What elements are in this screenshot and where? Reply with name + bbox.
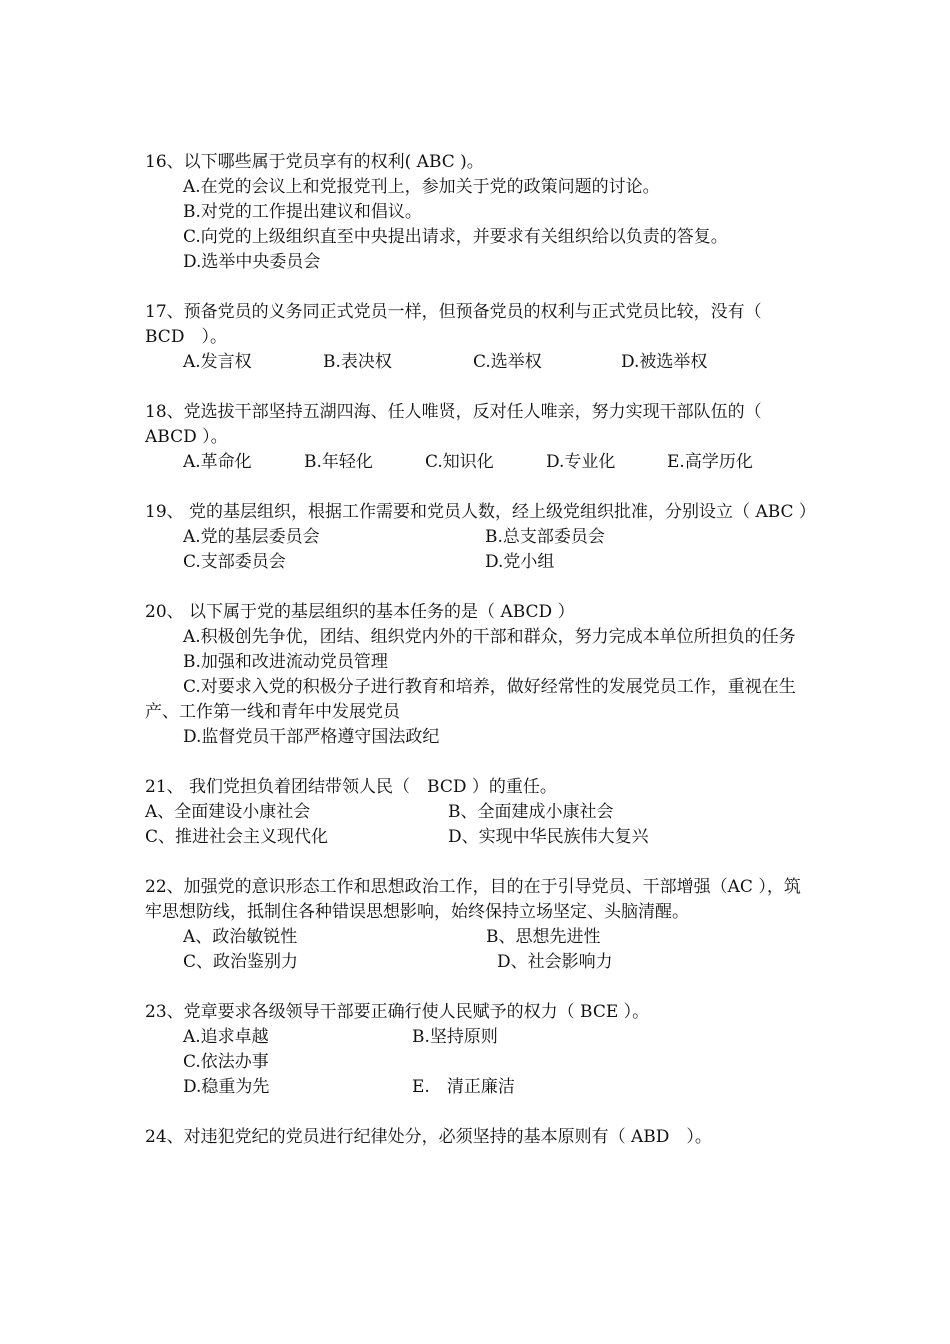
option-c: C.向党的上级组织直至中央提出请求，并要求有关组织给以负责的答复。	[183, 227, 728, 247]
option-b: B.坚持原则	[412, 1027, 498, 1047]
question-stem: 20、 以下属于党的基层组织的基本任务的是（ ABCD ）	[145, 602, 575, 622]
question-stem: 22、加强党的意识形态工作和思想政治工作，目的在于引导党员、干部增强（AC ），筑牢思想防线，抵制住各种错误思想影响，始终保持立场坚定、头脑清醒。	[145, 877, 801, 922]
option-c: C.选举权	[473, 352, 542, 372]
option-d: D、实现中华民族伟大复兴	[448, 827, 649, 847]
option-d: D.被选举权	[621, 352, 708, 372]
option-a: A、政治敏锐性	[183, 927, 298, 947]
option-c: C、推进社会主义现代化	[145, 827, 329, 847]
option-b: B.年轻化	[304, 452, 373, 472]
options-row	[145, 1025, 810, 1050]
question-stem: 23、党章要求各级领导干部要正确行使人民赋予的权力（ BCE ）。	[145, 1002, 650, 1022]
option-a: A.发言权	[183, 352, 252, 372]
question-18	[145, 400, 810, 475]
question-list	[145, 150, 816, 1175]
question-23	[145, 1000, 810, 1100]
question-stem: 24、对违犯党纪的党员进行纪律处分，必须坚持的基本原则有（ ABD ）。	[145, 1127, 712, 1147]
options-row	[145, 800, 810, 825]
options-row	[145, 950, 810, 975]
options-row	[145, 450, 810, 475]
option-d: D.监督党员干部严格遵守国法政纪	[183, 727, 440, 747]
option-c: C.知识化	[425, 452, 494, 472]
question-stem: 17、预备党员的义务同正式党员一样，但预备党员的权利与正式党员比较，没有（ BCD ）。	[145, 302, 779, 347]
option-a: A.在党的会议上和党报党刊上，参加关于党的政策问题的讨论。	[183, 177, 660, 197]
options-row	[145, 1075, 810, 1100]
options-row	[145, 825, 810, 850]
option-a: A.追求卓越	[183, 1027, 269, 1047]
option-c: C.支部委员会	[183, 552, 286, 572]
question-22	[145, 875, 810, 975]
option-b: B、全面建成小康社会	[448, 802, 614, 822]
option-a: A.积极创先争优，团结、组织党内外的干部和群众，努力完成本单位所担负的任务	[183, 627, 796, 647]
option-c: C.依法办事	[183, 1052, 269, 1072]
option-a: A.革命化	[183, 452, 252, 472]
option-b: B、思想先进性	[486, 927, 601, 947]
option-c: C、政治鉴别力	[183, 952, 299, 972]
option-d: D.选举中央委员会	[183, 252, 321, 272]
option-b: B.加强和改进流动党员管理	[183, 652, 388, 672]
option-a: A、全面建设小康社会	[145, 802, 311, 822]
question-19	[145, 500, 816, 575]
option-a: A.党的基层委员会	[183, 527, 320, 547]
question-stem: 19、 党的基层组织，根据工作需要和党员人数，经上级党组织批准，分别设立（ ABC ）	[145, 502, 816, 522]
option-d: D.稳重为先	[183, 1077, 270, 1097]
question-stem: 21、 我们党担负着团结带领人民（ BCD ）的重任。	[145, 777, 557, 797]
options-row	[145, 925, 810, 950]
question-stem: 18、党选拔干部坚持五湖四海、任人唯贤，反对任人唯亲，努力实现干部队伍的（ ABCD ）。	[145, 402, 762, 447]
option-d: D.党小组	[485, 552, 555, 572]
options-row	[145, 550, 810, 575]
options-row	[145, 525, 810, 550]
question-16	[145, 150, 810, 275]
option-c: C.对要求入党的积极分子进行教育和培养，做好经常性的发展党员工作，重视在生产、工作第一线和青年中发展党员	[145, 677, 796, 722]
question-20	[145, 600, 810, 750]
question-21	[145, 775, 810, 850]
question-24	[145, 1125, 810, 1150]
question-17	[145, 300, 810, 375]
option-b: B.总支部委员会	[485, 527, 605, 547]
option-d: D.专业化	[546, 452, 616, 472]
option-e: E. 清正廉洁	[412, 1077, 515, 1097]
option-b: B.表决权	[323, 352, 392, 372]
option-b: B.对党的工作提出建议和倡议。	[183, 202, 422, 222]
question-stem: 16、以下哪些属于党员享有的权利( ABC )。	[145, 152, 484, 172]
option-d: D、社会影响力	[497, 952, 613, 972]
options-row	[145, 350, 810, 375]
option-e: E.高学历化	[667, 452, 753, 472]
